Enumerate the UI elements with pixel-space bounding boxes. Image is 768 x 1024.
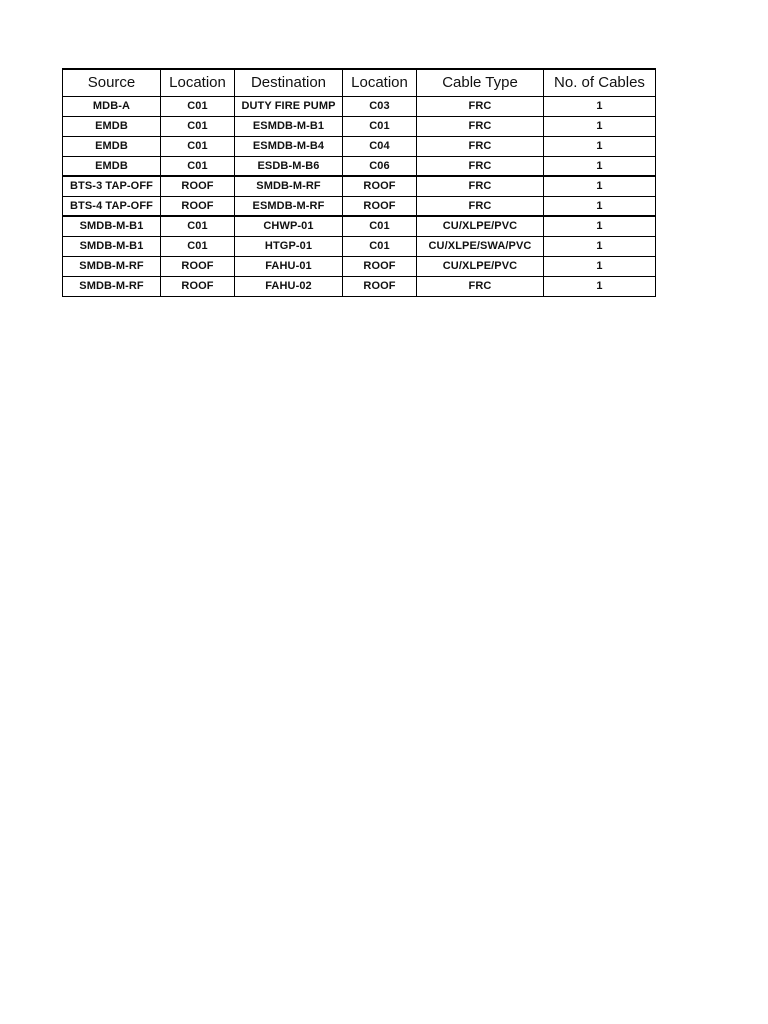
table-row: [63, 136, 656, 156]
cell-cable-type: CU/XLPE/SWA/PVC: [417, 236, 544, 256]
cell-num-cables: 1: [544, 276, 656, 296]
table-row: [63, 236, 656, 256]
cell-destination: ESDB-M-B6: [235, 156, 343, 176]
cell-location-to: C06: [343, 156, 417, 176]
cell-source: BTS-3 TAP-OFF: [63, 176, 161, 196]
cell-num-cables: 1: [544, 116, 656, 136]
cell-location-to: ROOF: [343, 196, 417, 216]
cell-location-from: C01: [161, 156, 235, 176]
cell-cable-type: FRC: [417, 136, 544, 156]
cell-location-from: C01: [161, 236, 235, 256]
cell-source: EMDB: [63, 116, 161, 136]
cell-num-cables: 1: [544, 136, 656, 156]
cell-source: EMDB: [63, 156, 161, 176]
cell-cable-type: FRC: [417, 276, 544, 296]
cell-location-from: C01: [161, 96, 235, 116]
cell-num-cables: 1: [544, 256, 656, 276]
cell-location-from: C01: [161, 136, 235, 156]
cell-location-to: C01: [343, 216, 417, 236]
cell-source: SMDB-M-RF: [63, 276, 161, 296]
cell-source: BTS-4 TAP-OFF: [63, 196, 161, 216]
cell-destination: ESMDB-M-B4: [235, 136, 343, 156]
cell-location-from: ROOF: [161, 256, 235, 276]
cell-cable-type: FRC: [417, 196, 544, 216]
cell-num-cables: 1: [544, 216, 656, 236]
cell-location-to: ROOF: [343, 176, 417, 196]
cell-location-to: ROOF: [343, 276, 417, 296]
table-header: [63, 69, 656, 96]
cell-source: SMDB-M-RF: [63, 256, 161, 276]
cell-cable-type: FRC: [417, 156, 544, 176]
cell-source: EMDB: [63, 136, 161, 156]
cell-location-from: ROOF: [161, 176, 235, 196]
cell-location-to: C04: [343, 136, 417, 156]
header-row: [63, 69, 656, 96]
table-row: [63, 96, 656, 116]
cell-num-cables: 1: [544, 196, 656, 216]
cell-num-cables: 1: [544, 96, 656, 116]
cell-location-from: C01: [161, 216, 235, 236]
header-location-to: Location: [343, 69, 417, 96]
cell-destination: HTGP-01: [235, 236, 343, 256]
cell-destination: SMDB-M-RF: [235, 176, 343, 196]
table-row: [63, 196, 656, 216]
table-row: [63, 256, 656, 276]
cell-destination: FAHU-01: [235, 256, 343, 276]
cell-destination: ESMDB-M-B1: [235, 116, 343, 136]
table-row: [63, 116, 656, 136]
cell-cable-type: FRC: [417, 176, 544, 196]
table-row: [63, 216, 656, 236]
cell-cable-type: FRC: [417, 96, 544, 116]
cell-source: MDB-A: [63, 96, 161, 116]
cell-cable-type: CU/XLPE/PVC: [417, 256, 544, 276]
cell-location-from: ROOF: [161, 196, 235, 216]
cell-location-to: C01: [343, 236, 417, 256]
table-body: [63, 96, 656, 296]
cell-cable-type: CU/XLPE/PVC: [417, 216, 544, 236]
cell-location-from: ROOF: [161, 276, 235, 296]
cable-schedule-table: [62, 68, 656, 297]
header-source: Source: [63, 69, 161, 96]
cell-location-to: C03: [343, 96, 417, 116]
cell-destination: CHWP-01: [235, 216, 343, 236]
cell-location-from: C01: [161, 116, 235, 136]
table-row: [63, 276, 656, 296]
cell-destination: DUTY FIRE PUMP: [235, 96, 343, 116]
cell-location-to: C01: [343, 116, 417, 136]
table-row: [63, 156, 656, 176]
cell-cable-type: FRC: [417, 116, 544, 136]
cell-destination: FAHU-02: [235, 276, 343, 296]
cell-location-to: ROOF: [343, 256, 417, 276]
header-cable-type: Cable Type: [417, 69, 544, 96]
cell-num-cables: 1: [544, 176, 656, 196]
cell-num-cables: 1: [544, 156, 656, 176]
header-destination: Destination: [235, 69, 343, 96]
cell-source: SMDB-M-B1: [63, 236, 161, 256]
cell-destination: ESMDB-M-RF: [235, 196, 343, 216]
table-row: [63, 176, 656, 196]
cell-num-cables: 1: [544, 236, 656, 256]
header-location-from: Location: [161, 69, 235, 96]
cell-source: SMDB-M-B1: [63, 216, 161, 236]
header-num-cables: No. of Cables: [544, 69, 656, 96]
